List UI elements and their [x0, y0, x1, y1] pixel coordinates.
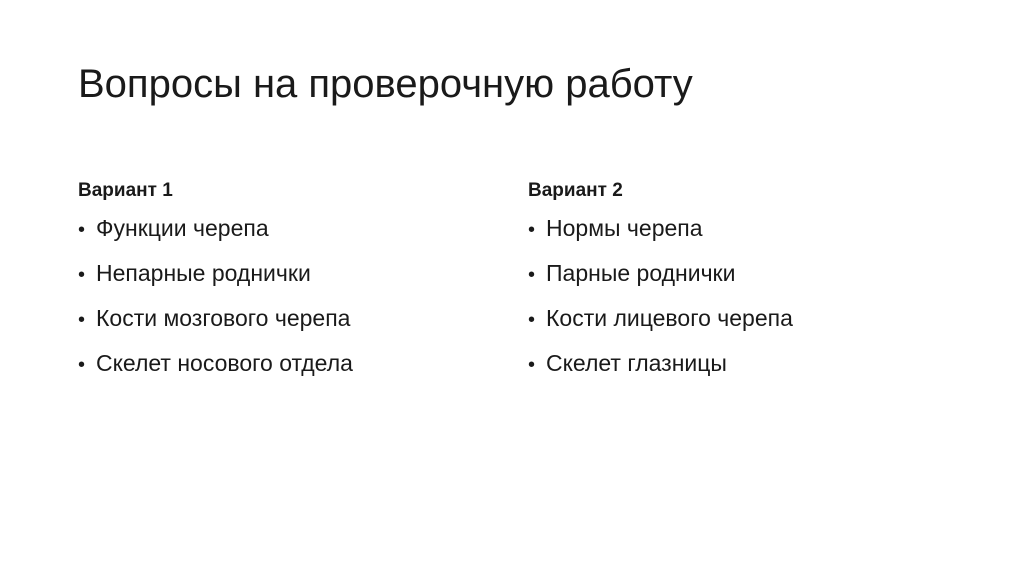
- bullet-icon: •: [528, 264, 536, 286]
- variant-1-column: [78, 178, 353, 394]
- bullet-icon: •: [528, 354, 536, 376]
- list-item-text: Парные роднички: [546, 260, 736, 286]
- slide-title: Вопросы на проверочную работу: [78, 62, 693, 106]
- list-item: [528, 304, 793, 335]
- list-item-text: Кости лицевого черепа: [546, 305, 793, 331]
- list-item: [78, 349, 353, 380]
- bullet-icon: •: [78, 309, 86, 331]
- list-item: [78, 259, 353, 290]
- list-item: [78, 214, 353, 245]
- variant-2-list: [528, 214, 793, 380]
- bullet-icon: •: [78, 219, 86, 241]
- bullet-icon: •: [78, 354, 86, 376]
- list-item: [528, 349, 793, 380]
- list-item: [78, 304, 353, 335]
- list-item-text: Кости мозгового черепа: [96, 305, 351, 331]
- bullet-icon: •: [528, 219, 536, 241]
- variant-2-column: [528, 178, 793, 394]
- bullet-icon: •: [78, 264, 86, 286]
- list-item-text: Функции черепа: [96, 215, 269, 241]
- list-item-text: Нормы черепа: [546, 215, 703, 241]
- list-item: [528, 214, 793, 245]
- variant-2-heading: Вариант 2: [528, 180, 623, 201]
- variant-1-heading: Вариант 1: [78, 180, 173, 201]
- list-item-text: Скелет носового отдела: [96, 350, 353, 376]
- bullet-icon: •: [528, 309, 536, 331]
- list-item-text: Скелет глазницы: [546, 350, 727, 376]
- variant-1-list: [78, 214, 353, 380]
- list-item-text: Непарные роднички: [96, 260, 311, 286]
- list-item: [528, 259, 793, 290]
